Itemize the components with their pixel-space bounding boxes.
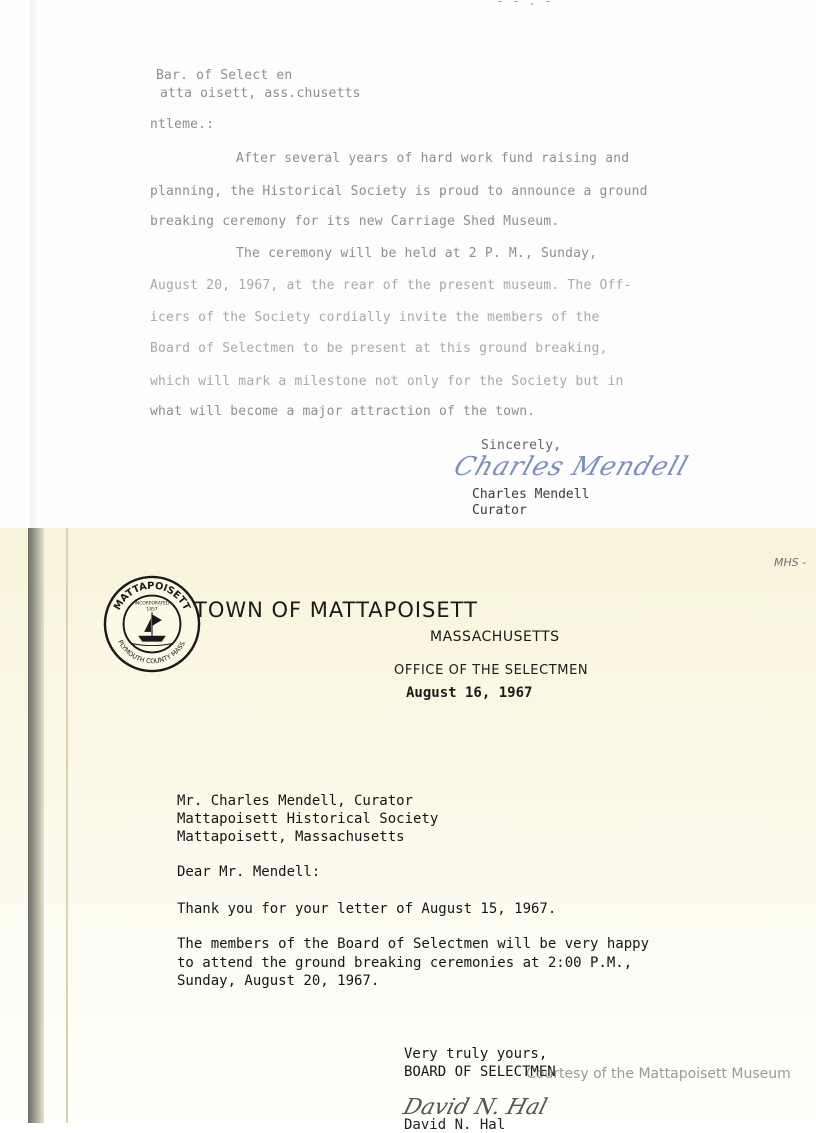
museum-watermark: Courtesy of the Mattapoisett Museum: [526, 1066, 791, 1082]
curator-signature: Charles Mendell: [450, 452, 693, 482]
copy-closing: Sincerely,: [481, 438, 562, 453]
copy-recipient-line-1: Bar. of Select en: [156, 68, 293, 83]
selectman-signature: David N. Hal: [400, 1095, 550, 1120]
page-edge: [30, 0, 38, 530]
copy-body-line: August 20, 1967, at the rear of the present museum. The Off-: [150, 278, 632, 293]
town-seal-icon: [103, 575, 201, 673]
salutation: Dear Mr. Mendell:: [177, 864, 321, 880]
copy-body-line: breaking ceremony for its new Carriage Shed Museum.: [150, 214, 560, 229]
address-line-city: Mattapoisett, Massachusetts: [177, 829, 405, 845]
address-line-name: Mr. Charles Mendell, Curator: [177, 793, 414, 809]
selectmen-reply-letter: [0, 528, 816, 1133]
letter-date: August 16, 1967: [406, 685, 533, 701]
copy-body-line: The ceremony will be held at 2 P. M., Sunday,: [236, 246, 598, 261]
letterhead-office: OFFICE OF THE SELECTMEN: [394, 663, 589, 678]
seal-inner-text: INCORPORATED: [134, 601, 170, 607]
letterhead-town: TOWN OF MATTAPOISETT: [194, 598, 478, 622]
copy-signer-title: Curator: [472, 503, 527, 518]
copy-body-line: After several years of hard work fund raising and: [236, 151, 630, 166]
archive-reference-mark: MHS -: [774, 556, 807, 569]
carbon-copy-letter: [0, 0, 816, 530]
header-fragment: - - . -: [496, 0, 553, 9]
copy-signer-name: Charles Mendell: [472, 487, 590, 502]
paragraph-2-line: The members of the Board of Selectmen will be very happy: [177, 936, 650, 952]
copy-body-line: which will mark a milestone not only for the Society but in: [150, 374, 624, 389]
copy-salutation: ntleme.:: [150, 117, 215, 132]
letterhead-state: MASSACHUSETTS: [430, 629, 560, 645]
copy-body-line: icers of the Society cordially invite the members of the: [150, 310, 600, 325]
copy-recipient-line-2: atta oisett, ass.chusetts: [160, 86, 361, 101]
seal-year: 1857: [146, 607, 158, 613]
closing: Very truly yours,: [404, 1046, 548, 1062]
copy-body-line: Board of Selectmen to be present at this ground breaking,: [150, 341, 608, 356]
paragraph-2-line: to attend the ground breaking ceremonies at 2:00 P.M.,: [177, 955, 633, 971]
copy-body-line: what will become a major attraction of the town.: [150, 404, 536, 419]
paragraph-2-line: Sunday, August 20, 1967.: [177, 973, 380, 989]
address-line-org: Mattapoisett Historical Society: [177, 811, 439, 827]
signer-name-cutoff: David N. Hal: [404, 1117, 506, 1133]
closing-org: BOARD OF SELECTMEN: [404, 1064, 556, 1080]
seal-top-text: MATTAPOISETT: [112, 580, 192, 613]
copy-body-line: planning, the Historical Society is proud to announce a ground: [150, 184, 648, 199]
seal-bottom-text: PLYMOUTH COUNTY MASS.: [116, 638, 188, 666]
paragraph-1: Thank you for your letter of August 15, 1967.: [177, 901, 557, 917]
